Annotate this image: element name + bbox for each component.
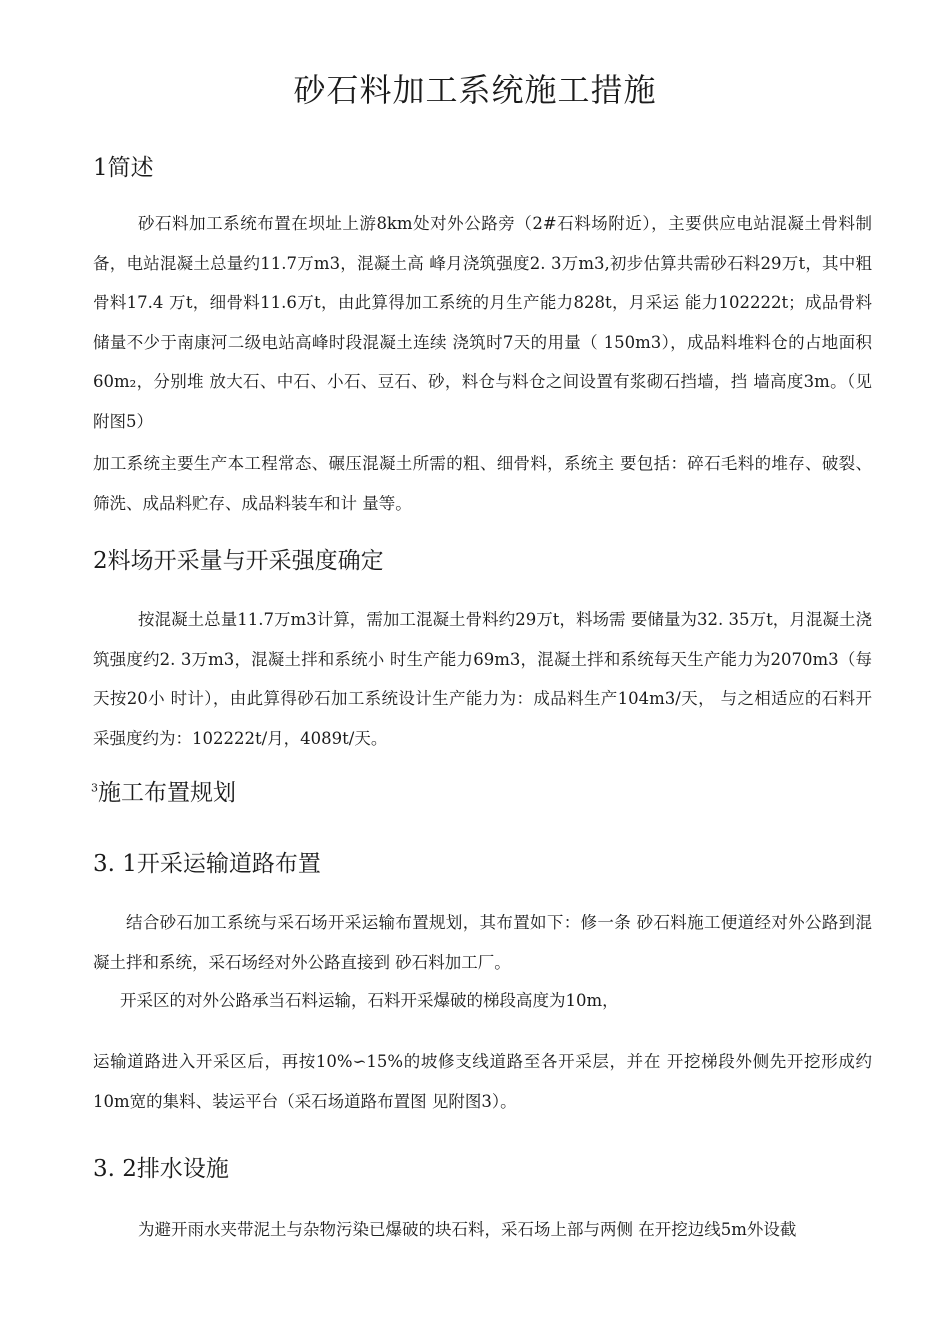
section-3-1-paragraph-2: 开采区的对外公路承当石料运输，石料开采爆破的梯段高度为10m， [120, 991, 619, 1010]
section-3-1-paragraph-1: 结合砂石加工系统与采石场开采运输布置规划，其布置如下：修一条 砂石料施工便道经对外公路到混凝土拌和系统，采石场经对外公路直接到 砂石料加工厂。 [93, 913, 872, 972]
document-title: 砂石料加工系统施工措施 [293, 71, 657, 109]
section-3-1-paragraph-3: 运输道路进入开采区后，再按10%∽15%的坡修支线道路至各开采层，并在 开挖梯段外侧先开挖形成约10m宽的集料、装运平台（采石场道路布置图 见附图3）。 [93, 1052, 872, 1111]
section-3-heading [91, 773, 236, 813]
section-3-heading-text: 施工布置规划 [98, 780, 236, 806]
section-1-paragraph-2: 加工系统主要生产本工程常态、碾压混凝土所需的粗、细骨料，系统主 要包括：碎石毛料的堆存、破裂、筛洗、成品料贮存、成品料装车和计 量等。 [93, 454, 872, 513]
section-3-2-paragraph-1: 为避开雨水夹带泥土与杂物污染已爆破的块石料，采石场上部与两侧 在开挖边线5m外设截 [138, 1220, 797, 1239]
section-1-heading: 1简述 [93, 155, 154, 181]
section-3-1-heading: 3. 1开采运输道路布置 [93, 851, 321, 877]
section-2-heading: 2料场开采量与开采强度确定 [93, 548, 384, 574]
section-1-paragraph-1: 砂石料加工系统布置在坝址上游8km处对外公路旁（2#石料场附近），主要供应电站混凝土骨料制备，电站混凝土总量约11.7万m3，混凝土高 峰月浇筑强度2. 3万m3,初步估算共需砂石料29万t，其中粗骨料17.4 万t，细骨料11.6万t，由此算得加工系统的月生产能力828t，月采运 能力102222t；成品骨料储量不少于南康河二级电站高峰时段混凝土连续 浇筑时7天的用量（ 150m3），成品料堆料仓的占地面积60m₂，分别堆 放大石、中石、小石、豆石、砂，料仓与料仓之间设置有浆砌石挡墙，挡 墙高度3m。（见附图5） [93, 214, 872, 431]
section-3-2-heading: 3. 2排水设施 [93, 1156, 229, 1182]
section-3-number: 3 [91, 781, 98, 795]
section-2-paragraph-1: 按混凝土总量11.7万m3计算，需加工混凝土骨料约29万t，料场需 要储量为32. 35万t，月混凝土浇筑强度约2. 3万m3，混凝土拌和系统小 时生产能力69m3，混凝土拌和系统每天生产能力为2070m3（每天按20小 时计），由此算得砂石加工系统设计生产能力为：成品料生产104m3/天， 与之相适应的石料开采强度约为：102222t/月，4089t/天。 [93, 610, 872, 748]
